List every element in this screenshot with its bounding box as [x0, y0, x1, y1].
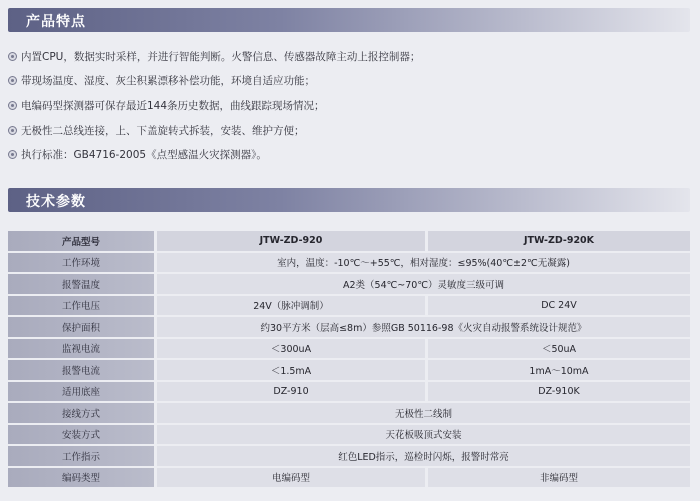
- value-left: ＜1.5mA: [157, 360, 428, 380]
- model-right: JTW-ZD-920K: [428, 231, 690, 251]
- table-row: [8, 382, 690, 402]
- bullet-icon: [8, 150, 17, 159]
- table-row: [8, 468, 690, 488]
- feature-item: [8, 69, 690, 94]
- value-right: DZ-910K: [428, 382, 690, 402]
- value-left: 24V（脉冲调制）: [157, 296, 428, 316]
- value-right: DC 24V: [428, 296, 690, 316]
- value-left: DZ-910: [157, 382, 428, 402]
- feature-text: 带现场温度、湿度、灰尘积累漂移补偿功能，环境自适应功能；: [21, 75, 315, 88]
- feature-item: [8, 44, 690, 69]
- row-value: A2类（54℃~70℃）灵敏度三级可调: [157, 274, 690, 294]
- row-label: 适用底座: [8, 382, 157, 402]
- value-left: 电编码型: [157, 468, 428, 488]
- row-label: 工作指示: [8, 446, 157, 466]
- row-label: 报警电流: [8, 360, 157, 380]
- features-list: [8, 44, 690, 167]
- row-value: 室内，温度：-10℃～+55℃，相对湿度：≤95%(40℃±2℃无凝露): [157, 253, 690, 273]
- row-label: 安装方式: [8, 425, 157, 445]
- table-row: [8, 360, 690, 380]
- row-label: 监视电流: [8, 339, 157, 359]
- feature-text: 内置CPU，数据实时采样，并进行智能判断。火警信息、传感器故障主动上报控制器；: [21, 50, 421, 63]
- row-value: 约30平方米（层高≤8m）参照GB 50116-98《火灾自动报警系统设计规范》: [157, 317, 690, 337]
- feature-item: [8, 142, 690, 167]
- row-value: 无极性二线制: [157, 403, 690, 423]
- row-value: 天花板吸顶式安装: [157, 425, 690, 445]
- params-section-title: 技术参数: [26, 194, 86, 210]
- feature-item: [8, 118, 690, 143]
- value-left: ＜300uA: [157, 339, 428, 359]
- feature-text: 电编码型探测器可保存最近144条历史数据，曲线跟踪现场情况；: [21, 99, 325, 112]
- table-row: [8, 317, 690, 337]
- bullet-icon: [8, 126, 17, 135]
- value-right: 1mA～10mA: [428, 360, 690, 380]
- table-row: [8, 253, 690, 273]
- bullet-icon: [8, 52, 17, 61]
- table-row: [8, 403, 690, 423]
- value-right: 非编码型: [428, 468, 690, 488]
- row-label: 产品型号: [8, 231, 157, 251]
- value-right: ＜50uA: [428, 339, 690, 359]
- features-section-title: 产品特点: [26, 14, 86, 30]
- row-label: 工作电压: [8, 296, 157, 316]
- bullet-icon: [8, 101, 17, 110]
- spec-table: [8, 229, 690, 489]
- table-row: [8, 231, 690, 251]
- model-left: JTW-ZD-920: [157, 231, 428, 251]
- row-label: 保护面积: [8, 317, 157, 337]
- params-section-header: [8, 188, 690, 212]
- table-row: [8, 274, 690, 294]
- row-label: 编码类型: [8, 468, 157, 488]
- row-value: 红色LED指示，巡检时闪烁，报警时常亮: [157, 446, 690, 466]
- features-section-header: [8, 8, 690, 32]
- row-label: 工作环境: [8, 253, 157, 273]
- row-label: 报警温度: [8, 274, 157, 294]
- feature-item: [8, 93, 690, 118]
- table-row: [8, 339, 690, 359]
- bullet-icon: [8, 76, 17, 85]
- feature-text: 无极性二总线连接，上、下盖旋转式拆装，安装、维护方便；: [21, 124, 305, 137]
- table-row: [8, 425, 690, 445]
- feature-text: 执行标准：GB4716-2005《点型感温火灾探测器》。: [21, 149, 267, 162]
- table-row: [8, 296, 690, 316]
- row-label: 接线方式: [8, 403, 157, 423]
- table-row: [8, 446, 690, 466]
